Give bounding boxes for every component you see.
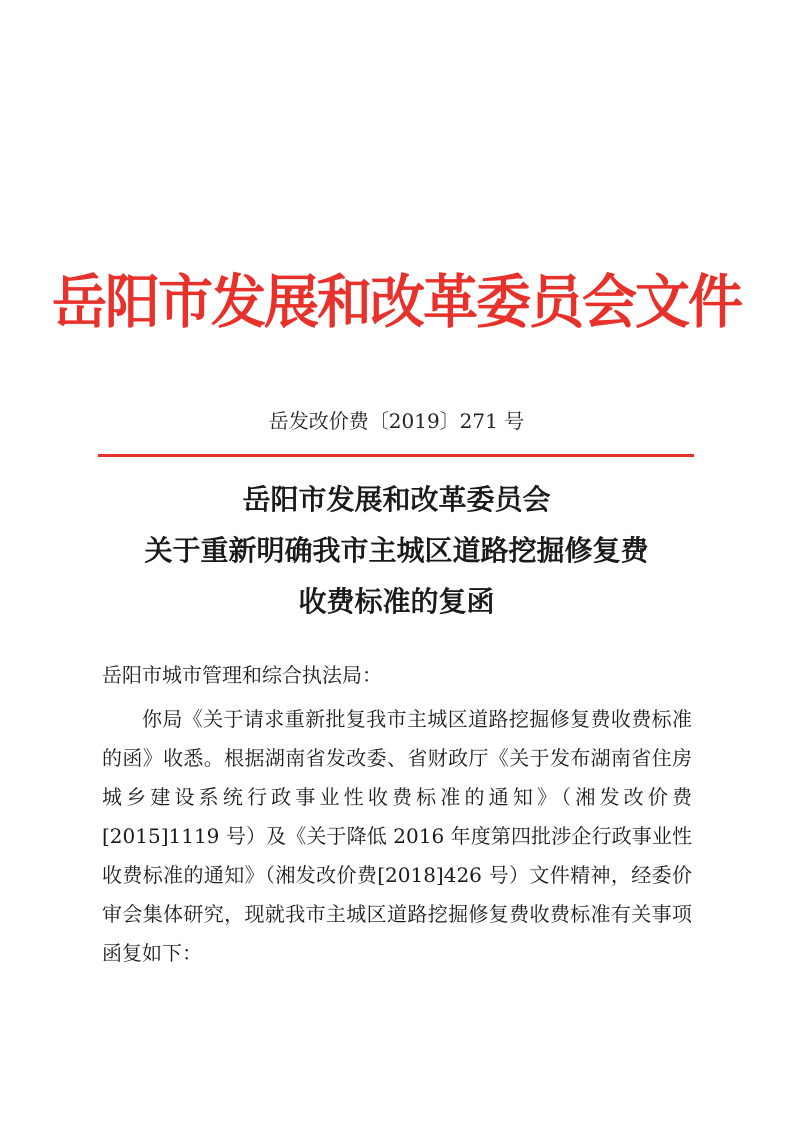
title-line-2: 关于重新明确我市主城区道路挖掘修复费 [144,534,649,567]
body-paragraph: 你局《关于请求重新批复我市主城区道路挖掘修复费收费标准的函》收悉。根据湖南省发改委、省财政厅《关于发布湖南省住房城乡建设系统行政事业性收费标准的通知》（湘发改价费[2015]1119 号）及《关于降低 2016 年度第四批涉企行政事业性收费标准的通知》（湘发改价费[2018]426 号）文件精神，经委价审会集体研究，现就我市主城区道路挖掘修复费收费标准有关事项函复如下： [102,707,692,965]
title-line-3: 收费标准的复函 [298,585,495,618]
document-masthead: 岳阳市发展和改革委员会文件 [51,268,741,336]
title-line-1: 岳阳市发展和改革委员会 [242,483,551,516]
salutation: 岳阳市城市管理和综合执法局： [102,663,382,687]
document-number: 岳发改价费〔2019〕271 号 [268,409,525,433]
red-divider-line [98,454,694,457]
